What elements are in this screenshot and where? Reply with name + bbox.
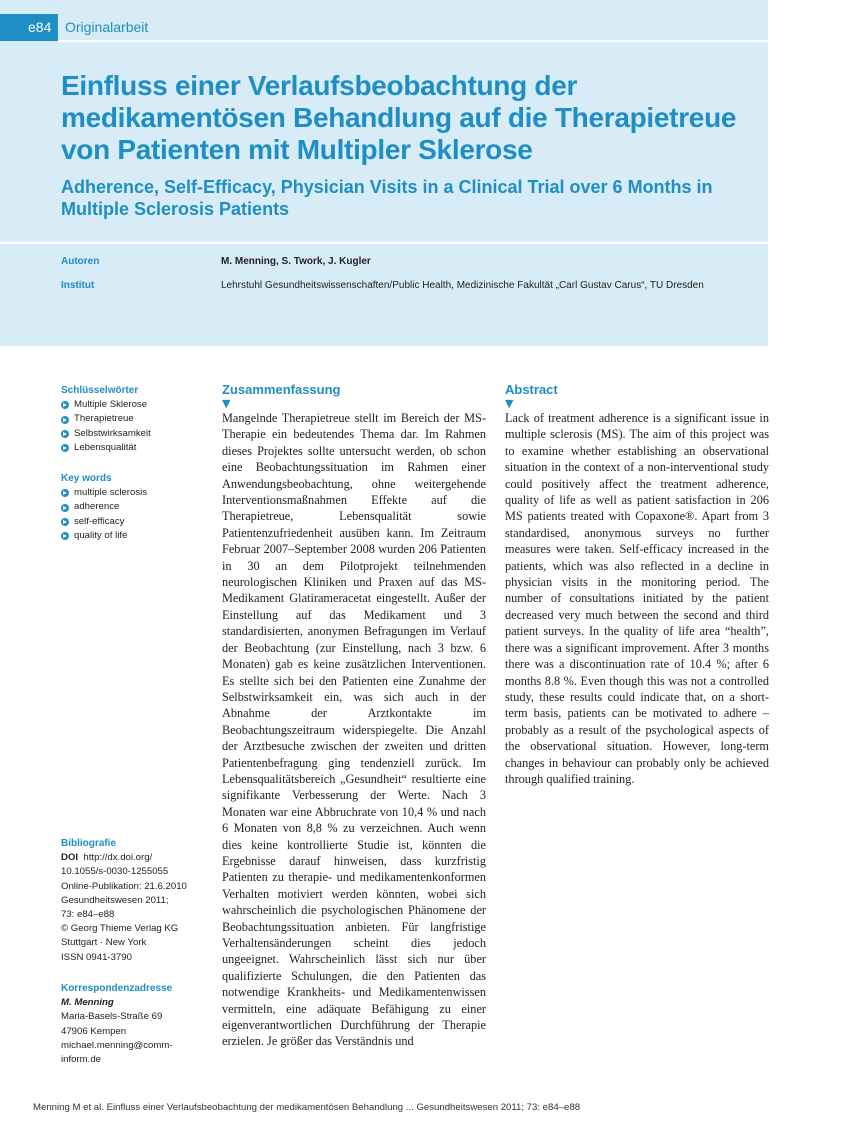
abstract-en <box>505 381 769 787</box>
abstract-en-heading: Abstract <box>505 382 558 397</box>
abstract-de <box>222 381 486 1050</box>
keyword-item: self-efficacy <box>61 515 211 529</box>
correspondence-label: Korrespondenzadresse <box>61 983 173 994</box>
bullet-arrow-icon <box>61 416 69 424</box>
correspondence <box>61 982 211 1067</box>
bibliography-line: ISSN 0941-3790 <box>61 951 132 963</box>
header-rule <box>58 40 768 42</box>
bibliography-line: Online-Publikation: 21.6.2010 <box>61 880 187 892</box>
authors: M. Menning, S. Twork, J. Kugler <box>221 256 371 267</box>
keyword-item: Multiple Sklerose <box>61 398 211 412</box>
keywords-en-label: Key words <box>61 473 112 484</box>
bullet-arrow-icon <box>61 532 69 540</box>
keywords-de-label: Schlüsselwörter <box>61 385 139 396</box>
keyword-item: adherence <box>61 500 211 514</box>
keyword-item: multiple sclerosis <box>61 486 211 500</box>
bibliography-line: © Georg Thieme Verlag KG <box>61 923 179 935</box>
section-label: Originalarbeit <box>65 19 149 35</box>
correspondence-name: M. Menning <box>61 997 114 1009</box>
triangle-down-icon: ▼ <box>505 397 514 410</box>
authors-label: Autoren <box>61 256 100 267</box>
correspondence-email[interactable]: inform.de <box>61 1054 101 1066</box>
header-band <box>0 0 768 346</box>
page-number-tab: e84 <box>0 14 58 41</box>
abstract-de-heading: Zusammenfassung <box>222 382 341 397</box>
abstract-de-text: Mangelnde Therapietreue stellt im Bereich der MS-Therapie ein bedeutendes Thema dar. Im Rahmen dieses Projektes sollte untersucht werden, ob schon eine Beobachtungssituation im Rahmen einer Anwendungsbeobachtung, ohne weitergehende Interventionsmaßnahmen Effekte auf die Therapietreue, Lebensqualität sowie Patientenzufriedenheit ausüben kann. Im Zeitraum Februar 2007–September 2008 wurden 206 Patienten in 30 an dem Pilotprojekt teilnehmenden neurologischen Kliniken und Praxen auf das MS-Medikament Glatirameracetat eingestellt. Außer der Einstellung auf das Medikament und 3 standardisierten, anonymen Befragungen im Verlauf der Beobachtung (zur Einstellung, nach 3 bzw. 6 Monaten) gab es keine zusätzlichen Interventionen. Es stellte sich bei den Patienten eine Zunahme der Selbstwirksamkeit ein, was sich auch in der Abnahme der Arztkontakte im Beobachtungszeitraum widerspiegelte. Die Anzahl der Arztbesuche zwischen der zweiten und dritten Patientenbefragung ging tendenziell zurück. Im Lebensqualitätsbereich „Gesundheit“ resultierte eine signifikante Verbesserung der Werte. Nach 3 Monaten war eine Abbruchrate von 10,4 % und nach 6 Monaten von 8,8 % zu verzeichnen. Auch wenn dies keine kontrollierte Studie ist, könnten die Ergebnisse darauf hinweisen, dass kurzfristig Patienten zu therapie- und medikamentenkonformen Verhalten motiviert werden könnten, wobei sich wahrscheinlich die psychologischen Phänomene der Beobachtungssituation anbieten. Für langfristige Verhaltensänderungen scheint dies jedoch ungeeignet. Wahrscheinlich lässt sich nur über qualifizierte Schulungen, die den Patienten das notwendige Krankheits- und Medikamentenwissen vermitteln, eine adäquate Befähigung zu einer eigenverantwortlichen Durchführung der Therapie erzielen. Je größer das Verständnis und <box>222 411 486 1049</box>
bibliography <box>61 837 211 965</box>
page-footer: Menning M et al. Einfluss einer Verlaufsbeobachtung der medikamentösen Behandlung ... Gesundheitswesen 2011; 73: e84–e88 <box>33 1102 581 1113</box>
bullet-arrow-icon <box>61 444 69 452</box>
triangle-down-icon: ▼ <box>222 397 231 410</box>
doi-label: DOI <box>61 852 79 864</box>
institute-label: Institut <box>61 280 95 291</box>
correspondence-line: Maria-Basels-Straße 69 <box>61 1011 163 1023</box>
keywords-de <box>61 384 211 455</box>
header-separator <box>0 242 768 244</box>
bibliography-line: 10.1055/s-0030-1255055 <box>61 866 169 878</box>
keyword-item: Therapietreue <box>61 412 211 426</box>
bibliography-line: 73: e84–e88 <box>61 909 115 921</box>
keywords-en <box>61 472 211 543</box>
doi-link[interactable]: http://dx.doi.org/ <box>83 852 153 864</box>
abstract-en-text: Lack of treatment adherence is a significant issue in multiple sclerosis (MS). The aim of this project was to examine whether establishing an observational situation in the context of a non-interventional study could positively affect the treatment adherence, quality of life as well as patient satisfaction in 206 MS patients treated with Copaxone®. Apart from 3 standardised, anonymous surveys no further measures were taken. Self-efficacy increased in the patients, which was also reflected in a decline in physician visits in the monitoring period. The number of consultations initiated by the patient decreased very much between the second and third patient surveys. In the quality of life area “health”, there was a significant improvement. After 3 months there was a discontinuation rate of 10.4 %; after 6 months 8.8 %. Even though this was not a controlled study, these results could indicate that, on a short-term basis, patients can be motivated to adhere – probably as a result of the psychological aspects of the observational situation. However, long-term changes in behaviour can probably only be achieved through qualified training. <box>505 411 769 786</box>
bullet-arrow-icon <box>61 518 69 526</box>
keyword-item: Lebensqualität <box>61 441 211 455</box>
keyword-item: Selbstwirksamkeit <box>61 427 211 441</box>
correspondence-line: 47906 Kempen <box>61 1025 127 1037</box>
bullet-arrow-icon <box>61 401 69 409</box>
bullet-arrow-icon <box>61 489 69 497</box>
article-title: Einfluss einer Verlaufsbeobachtung der medikamentösen Behandlung auf die Therapietreue von Patienten mit Multipler Sklerose <box>61 70 737 165</box>
bibliography-line: Gesundheitswesen 2011; <box>61 894 169 906</box>
bullet-arrow-icon <box>61 504 69 512</box>
institute: Lehrstuhl Gesundheitswissenschaften/Public Health, Medizinische Fakultät „Carl Gustav Carus“, TU Dresden <box>221 280 704 291</box>
bibliography-label: Bibliografie <box>61 838 117 849</box>
correspondence-email[interactable]: michael.menning@comm- <box>61 1039 173 1051</box>
keyword-item: quality of life <box>61 529 211 543</box>
bullet-arrow-icon <box>61 430 69 438</box>
bibliography-line: Stuttgart · New York <box>61 937 147 949</box>
article-subtitle: Adherence, Self-Efficacy, Physician Visits in a Clinical Trial over 6 Months in Multiple Sclerosis Patients <box>61 177 713 219</box>
